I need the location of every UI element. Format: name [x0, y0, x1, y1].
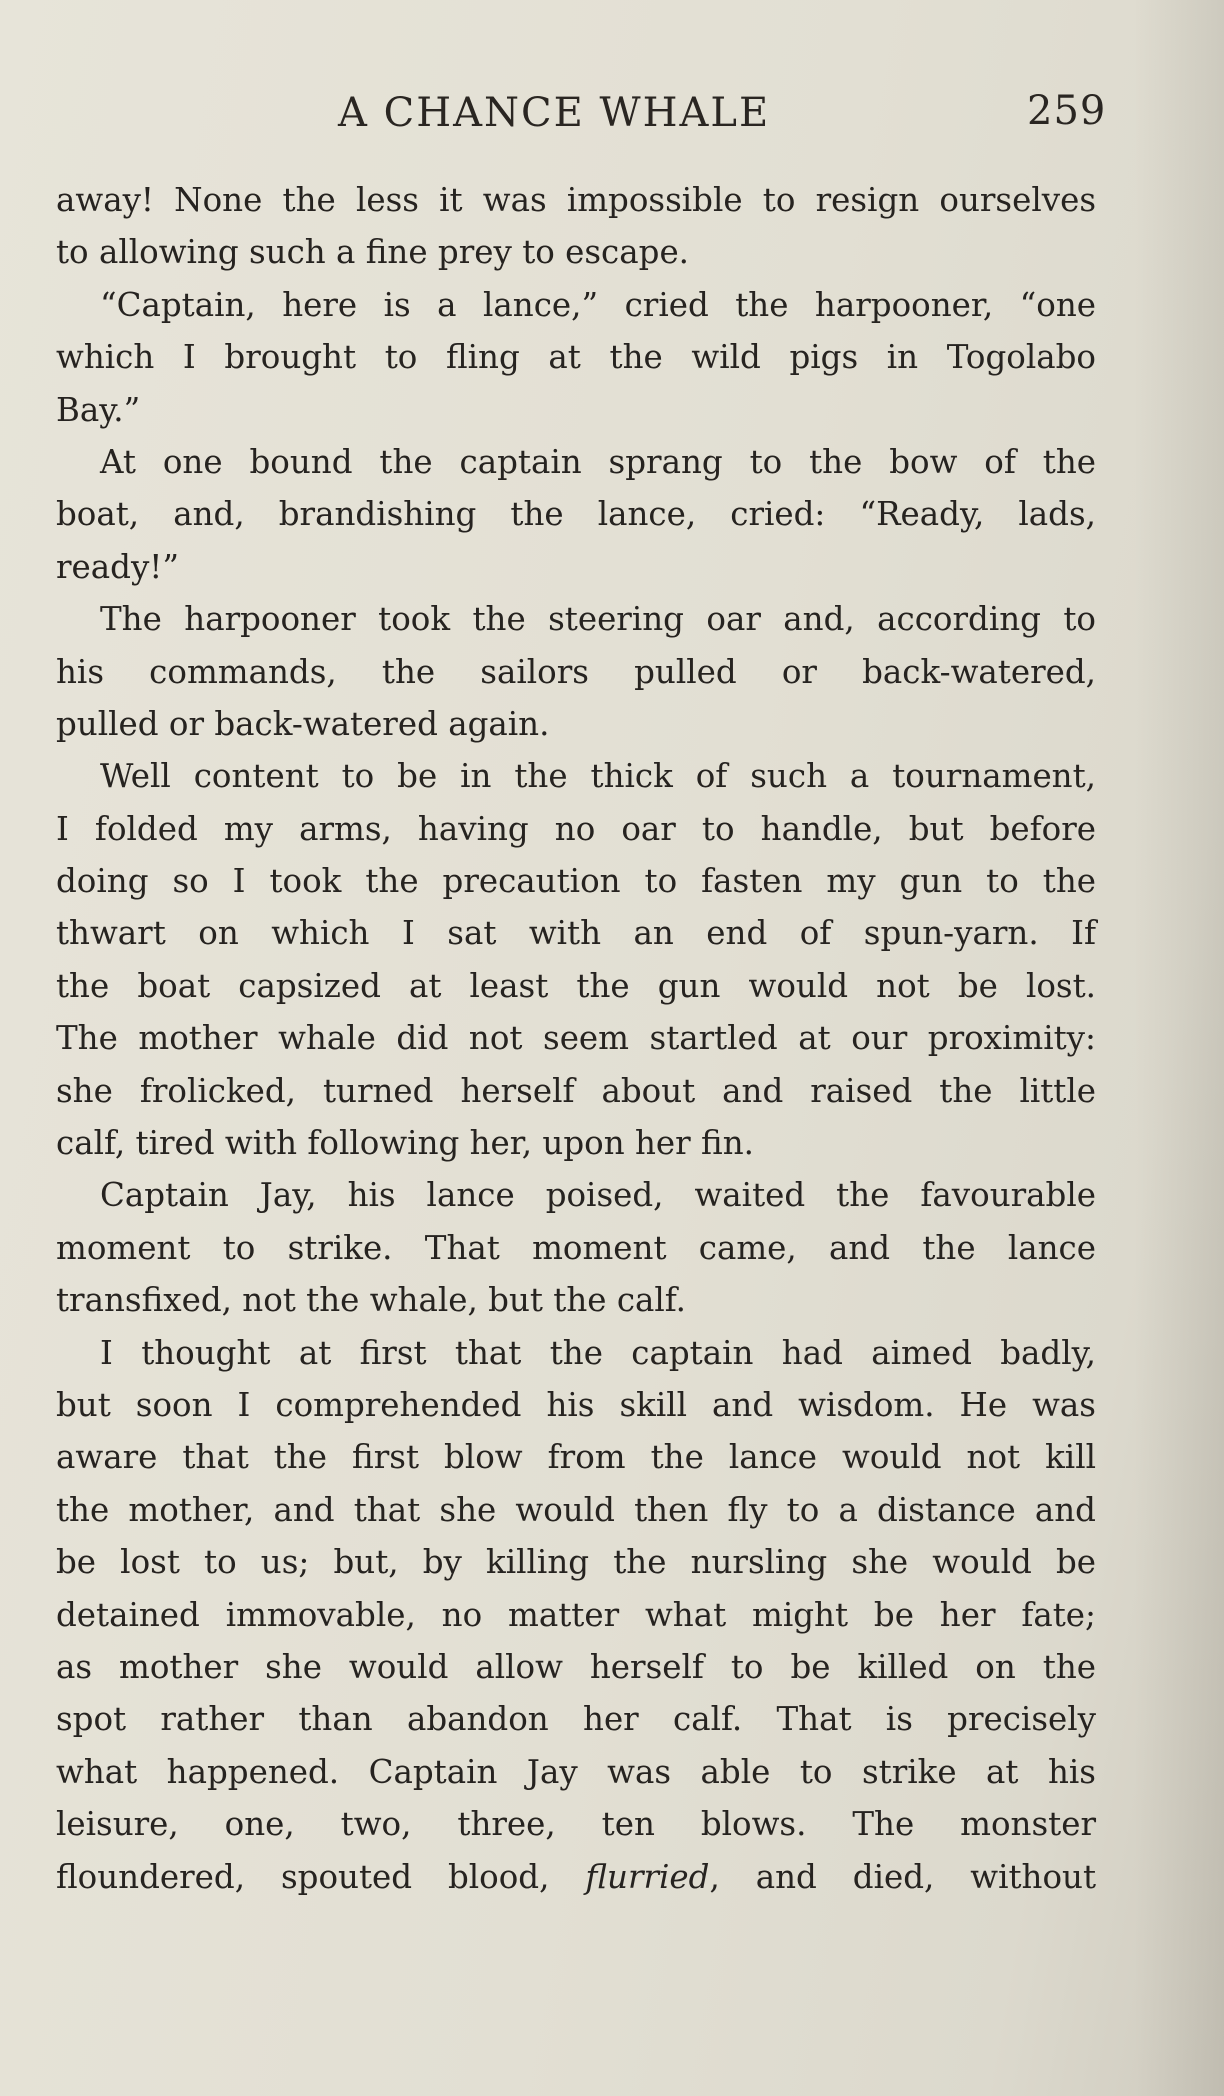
page-edge-shadow — [1134, 0, 1224, 2096]
paragraph-first-line: “Captain, here is a lance,” cried the harpooner, “one — [100, 285, 1096, 324]
text-line: be lost to us; but, by killing the nursling she would be — [56, 1543, 1096, 1582]
running-title: A CHANCE WHALE — [338, 90, 771, 136]
text-line: ready!” — [56, 547, 179, 586]
text-line: doing so I took the precaution to fasten my gun to the — [56, 862, 1096, 901]
paragraph-first-line: I thought at first that the captain had aimed badly, — [100, 1333, 1096, 1372]
text-line: The mother whale did not seem startled at our proximity: — [56, 1019, 1096, 1058]
text-line: as mother she would allow herself to be killed on the — [56, 1647, 1096, 1686]
final-line-tail: , and died, without — [709, 1857, 1097, 1896]
text-line: transfixed, not the whale, but the calf. — [56, 1281, 687, 1320]
italic-word: flurried — [585, 1857, 710, 1896]
page-number: 259 — [1027, 88, 1107, 134]
text-line: the boat capsized at least the gun would not be lost. — [56, 966, 1096, 1005]
text-line: pulled or back-watered again. — [56, 704, 550, 743]
text-line — [56, 1851, 1096, 1903]
paragraph-first-line: Well content to be in the thick of such a tournament, — [100, 757, 1096, 796]
text-line: she frolicked, turned herself about and raised the little — [56, 1071, 1096, 1110]
text-line: his commands, the sailors pulled or back-watered, — [56, 652, 1096, 691]
paragraph-first-line: At one bound the captain sprang to the bow of the — [100, 442, 1096, 481]
paragraph-first-line: away! None the less it was impossible to resign ourselves — [56, 181, 1096, 219]
text-line: but soon I comprehended his skill and wisdom. He was — [56, 1385, 1096, 1424]
text-line: boat, and, brandishing the lance, cried: “Ready, lads, — [56, 495, 1096, 534]
text-line: thwart on which I sat with an end of spun-yarn. If — [56, 914, 1096, 953]
text-line: calf, tired with following her, upon her fin. — [56, 1124, 754, 1163]
final-line-text: floundered, spouted blood, — [56, 1857, 586, 1896]
running-head — [0, 86, 1224, 146]
text-line: the mother, and that she would then fly to a distance and — [56, 1490, 1096, 1529]
text-line: I folded my arms, having no oar to handle, but before — [56, 809, 1096, 848]
text-line: Bay.” — [56, 390, 141, 429]
text-line: leisure, one, two, three, ten blows. The monster — [56, 1805, 1096, 1844]
text-line: spot rather than abandon her calf. That is precisely — [56, 1700, 1096, 1739]
paragraph-first-line: Captain Jay, his lance poised, waited the favourable — [100, 1176, 1096, 1215]
body-text — [56, 174, 1096, 1903]
text-line: aware that the first blow from the lance would not kill — [56, 1438, 1096, 1477]
paragraph-first-line: The harpooner took the steering oar and, according to — [100, 600, 1096, 639]
text-line: to allowing such a fine prey to escape. — [56, 233, 690, 272]
text-line: which I brought to fling at the wild pigs in Togolabo — [56, 338, 1096, 377]
text-line: moment to strike. That moment came, and the lance — [56, 1228, 1096, 1267]
text-line: detained immovable, no matter what might be her fate; — [56, 1595, 1096, 1634]
text-line: what happened. Captain Jay was able to strike at his — [56, 1752, 1096, 1791]
